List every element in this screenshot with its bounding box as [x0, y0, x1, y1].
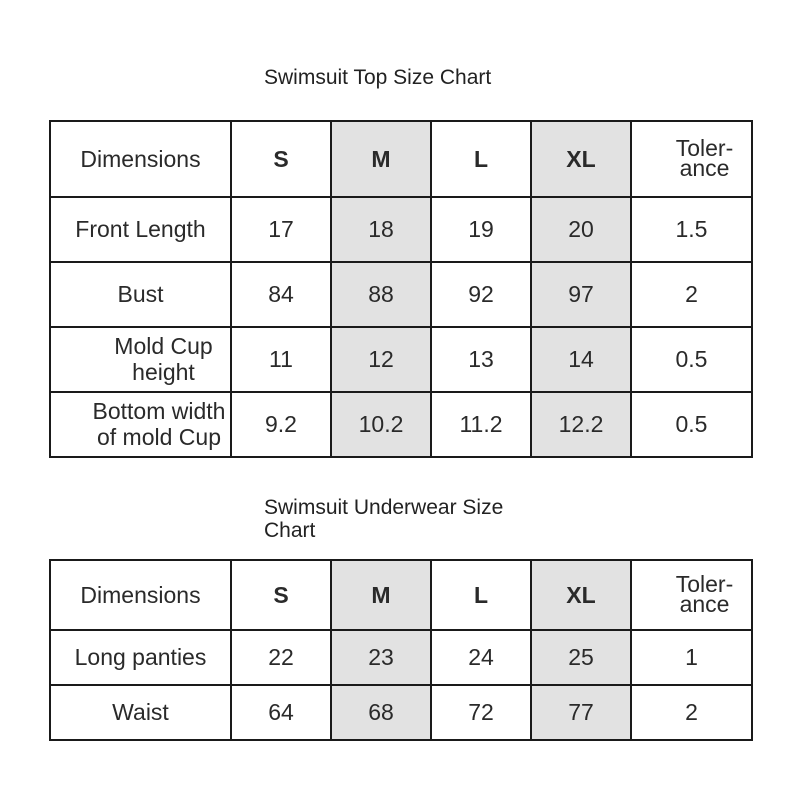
table-row [50, 327, 752, 392]
row-label-bust: Bust [50, 262, 231, 327]
row-label-waist: Waist [50, 685, 231, 740]
value-cell: 22 [231, 630, 331, 685]
value-cell: 72 [431, 685, 531, 740]
tolerance-header-line1: Toler- [675, 135, 734, 162]
value-cell: 18 [331, 197, 431, 262]
row-label-line1: Mold Cup [114, 333, 213, 360]
size-header-xl: XL [531, 121, 631, 197]
value-cell: 77 [531, 685, 631, 740]
tolerance-cell: 2 [631, 262, 752, 327]
value-cell: 92 [431, 262, 531, 327]
row-label-line1: Bottom width [92, 398, 226, 425]
table-row [50, 630, 752, 685]
dimensions-header: Dimensions [50, 121, 231, 197]
row-label-line2: of mold Cup [96, 423, 221, 450]
header-row [50, 121, 752, 197]
value-cell: 20 [531, 197, 631, 262]
row-label-line2: height [132, 358, 195, 385]
value-cell: 19 [431, 197, 531, 262]
size-header-l: L [431, 121, 531, 197]
value-cell: 12 [331, 327, 431, 392]
header-row [50, 560, 752, 630]
size-header-m: M [331, 121, 431, 197]
table-row [50, 197, 752, 262]
row-label-bottom-width [50, 392, 231, 457]
size-header-s: S [231, 560, 331, 630]
table-row [50, 262, 752, 327]
value-cell: 97 [531, 262, 631, 327]
tolerance-header-line1: Toler- [675, 571, 734, 598]
bottom-chart-title: Swimsuit Underwear Size Chart [264, 496, 504, 543]
table-row [50, 392, 752, 457]
value-cell: 88 [331, 262, 431, 327]
value-cell: 9.2 [231, 392, 331, 457]
value-cell: 13 [431, 327, 531, 392]
tolerance-cell: 0.5 [631, 327, 752, 392]
value-cell: 17 [231, 197, 331, 262]
top-chart-title: Swimsuit Top Size Chart [264, 66, 492, 89]
tolerance-header [631, 121, 752, 197]
value-cell: 12.2 [531, 392, 631, 457]
dimensions-header: Dimensions [50, 560, 231, 630]
top-size-table [49, 120, 753, 458]
tolerance-header-line2: ance [679, 155, 730, 181]
value-cell: 84 [231, 262, 331, 327]
size-header-s: S [231, 121, 331, 197]
row-label-long-panties: Long panties [50, 630, 231, 685]
value-cell: 25 [531, 630, 631, 685]
value-cell: 10.2 [331, 392, 431, 457]
value-cell: 11 [231, 327, 331, 392]
value-cell: 23 [331, 630, 431, 685]
value-cell: 64 [231, 685, 331, 740]
tolerance-cell: 1.5 [631, 197, 752, 262]
size-header-l: L [431, 560, 531, 630]
tolerance-cell: 2 [631, 685, 752, 740]
value-cell: 14 [531, 327, 631, 392]
size-header-xl: XL [531, 560, 631, 630]
tolerance-header [631, 560, 752, 630]
row-label-mold-cup-height [50, 327, 231, 392]
value-cell: 24 [431, 630, 531, 685]
value-cell: 11.2 [431, 392, 531, 457]
tolerance-cell: 0.5 [631, 392, 752, 457]
size-header-m: M [331, 560, 431, 630]
row-label-front-length: Front Length [50, 197, 231, 262]
bottom-size-table [49, 559, 753, 741]
value-cell: 68 [331, 685, 431, 740]
tolerance-header-line2: ance [679, 591, 730, 617]
tolerance-cell: 1 [631, 630, 752, 685]
table-row [50, 685, 752, 740]
